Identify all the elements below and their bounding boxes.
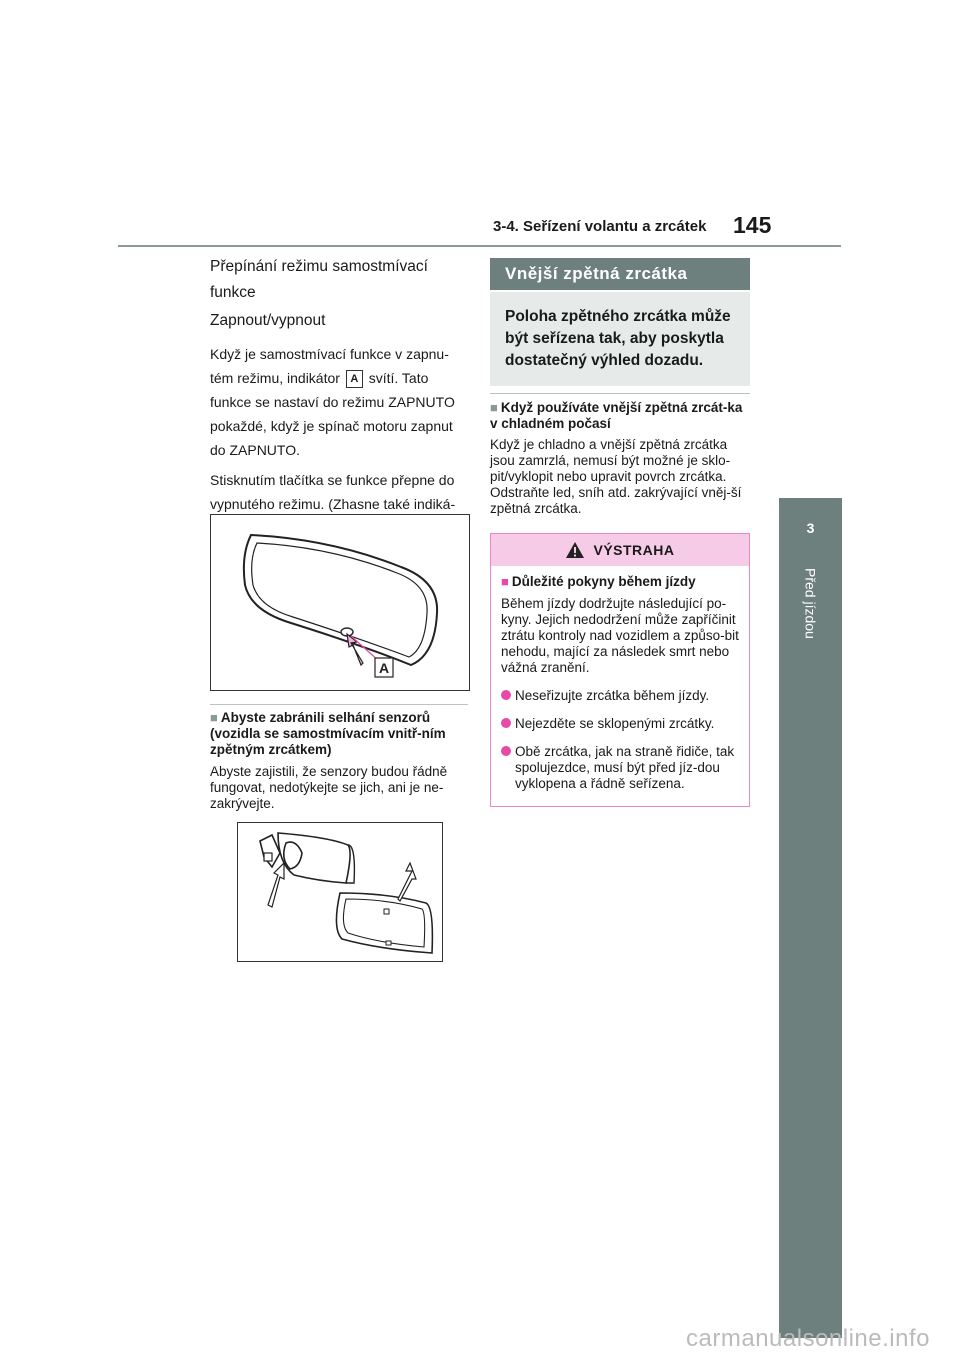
page-number: 145 — [733, 212, 772, 238]
mode-paragraph-1: Když je samostmívací funkce v zapnu-tém režimu, indikátor A svítí. Tato funkce se nastaví do režimu ZAPNUTO pokaždé, když je spínač motoru zapnut do ZAPNUTO. — [210, 346, 455, 458]
warning-text: Během jízdy dodržujte následující po-kyny. Jejich nedodržení může zapříčinit ztrátu kontroly nad vozidlem a způso-bit nehodu, mající za následek smrt nebo vážná zranění. — [501, 596, 739, 675]
round-bullet-icon — [501, 690, 511, 700]
inner-mirror-illustration — [211, 515, 469, 690]
mode-paragraph-2: Stisknutím tlačítka se funkce přepne do vypnutého režimu. (Zhasne také indiká- — [210, 468, 468, 540]
sensor-section — [210, 710, 468, 812]
cold-weather-text: Když je chladno a vnější zpětná zrcátka jsou zamrzlá, nemusí být možné je sklo-pit/vyklopit nebo upravit povrch zrcátka. Odstraňte led, sníh atd. zakrývající vněj-ší zpětná zrcátka. — [490, 437, 742, 516]
square-bullet-icon: ■ — [210, 710, 218, 725]
left-divider — [210, 704, 468, 705]
left-column-intro — [210, 254, 468, 540]
warning-item: Neseřizujte zrcátka během jízdy. — [501, 688, 739, 704]
indicator-tag: A — [346, 370, 363, 388]
watermark: carmanualsonline.info — [686, 1325, 930, 1352]
cold-weather-heading: ■ Když používáte vnější zpětná zrcát-ka v chladném počasí — [490, 400, 743, 431]
cold-weather-section — [490, 400, 750, 517]
inner-mirror-figure — [210, 514, 470, 691]
section-intro: Poloha zpětného zrcátka může být seřízena tak, aby poskytla dostatečný výhled dozadu. — [490, 292, 750, 386]
section-header: 3-4. Seřízení volantu a zrcátek — [493, 218, 707, 235]
figure-label: A — [378, 660, 390, 676]
square-bullet-icon: ■ — [490, 400, 498, 415]
warning-header — [491, 534, 749, 566]
square-bullet-icon: ■ — [501, 574, 509, 589]
chapter-tab-number: 3 — [779, 498, 842, 558]
round-bullet-icon — [501, 718, 511, 728]
header-divider — [118, 245, 841, 247]
warning-heading: ■ Důležité pokyny během jízdy — [501, 574, 696, 589]
warning-item: Obě zrcátka, jak na straně řidiče, tak spolujezdce, musí být před jíz-dou vyklopena a řádně seřízena. — [501, 744, 739, 792]
mirror-sensor-figure — [237, 822, 443, 962]
mirror-sensor-illustration — [238, 823, 442, 961]
mode-subtitle: Zapnout/vypnout — [210, 312, 326, 329]
section-title-bar: Vnější zpětná zrcátka — [490, 258, 750, 290]
mode-title: Přepínání režimu samostmívací funkce — [210, 258, 428, 301]
warning-triangle-icon — [565, 541, 585, 559]
warning-title: VÝSTRAHA — [593, 542, 675, 558]
right-divider — [490, 393, 750, 394]
warning-item: Nejezděte se sklopenými zrcátky. — [501, 716, 739, 732]
sensor-text: Abyste zajistili, že senzory budou řádně fungovat, nedotýkejte se jich, ani je ne-zakrývejte. — [210, 764, 448, 811]
warning-box — [490, 533, 750, 807]
warning-body — [491, 566, 749, 792]
chapter-tab-label: Před jízdou — [802, 568, 819, 639]
sensor-heading: ■ Abyste zabránili selhání senzorů (vozidla se samostmívacím vnitř-ním zpětným zrcátkem) — [210, 710, 446, 757]
round-bullet-icon — [501, 746, 511, 756]
